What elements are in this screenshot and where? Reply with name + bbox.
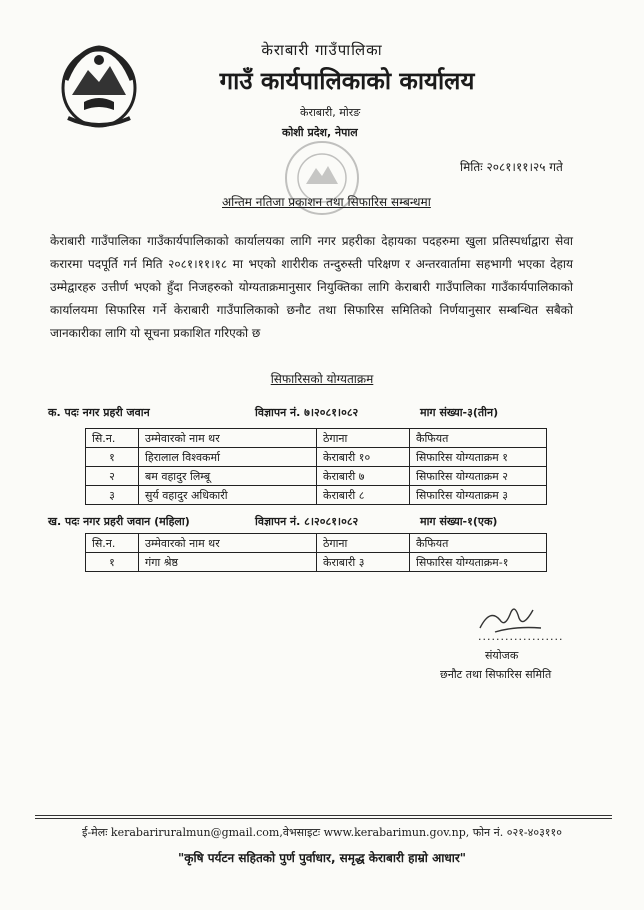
- cell-remarks: सिफारिस योग्यताक्रम ३: [410, 486, 547, 505]
- signature-line: ...................: [478, 630, 564, 643]
- cell-address: केराबारी ३: [317, 553, 410, 572]
- cell-sn: २: [86, 467, 139, 486]
- post-b-demand: माग संख्या-१(एक): [420, 515, 498, 528]
- committee-name: छनौट तथा सिफारिस समिति: [440, 668, 552, 681]
- notice-subject: अन्तिम नतिजा प्रकाशन तथा सिफारिस सम्बन्धमा: [222, 195, 431, 209]
- cell-remarks: सिफारिस योग्यताक्रम-१: [410, 553, 547, 572]
- section-title: सिफारिसको योग्यताक्रम: [270, 372, 374, 386]
- header-sn: सि.न.: [86, 534, 139, 553]
- candidates-table-b: [85, 533, 547, 572]
- post-a-advert: विज्ञापन नं. ७।२०८१।०८२: [255, 406, 359, 419]
- post-b-advert: विज्ञापन नं. ८।२०८१।०८२: [255, 515, 359, 528]
- cell-sn: १: [86, 553, 139, 572]
- table-row: [86, 553, 547, 572]
- cell-name: गंगा श्रेष्ठ: [139, 553, 317, 572]
- footer-motto: "कृषि पर्यटन सहितको पुर्ण पुर्वाधार, समृद्ध केराबारी हाम्रो आधार": [178, 851, 466, 865]
- footer-divider: [35, 818, 612, 819]
- notice-date: मितिः २०८१।११।२५ गते: [460, 160, 563, 174]
- cell-sn: ३: [86, 486, 139, 505]
- header-name: उम्मेवारको नाम थर: [139, 534, 317, 553]
- post-a-label: क. पदः नगर प्रहरी जवान: [48, 406, 150, 419]
- signatory-title: संयोजक: [485, 649, 519, 662]
- table-row: [86, 467, 547, 486]
- notice-body: केराबारी गाउँपालिका गाउँकार्यपालिकाको कार्यालयका लागि नगर प्रहरीका देहायका पदहरुमा खुला प्रतिस्पर्धाद्वारा सेवा करारमा पदपूर्ति गर्न मिति २०८१।११।१८ मा भएको शारीरीक तन्दुरुस्ती परिक्षण र अन्तरवार्तामा सहभागी भएका देहाय उम्मेद्वारहरु उत्तीर्ण भएको हुँदा निजहरुको योग्यताक्रमानुसार नियुक्तिका लागि केराबारी गाउँपालिका गाउँकार्यपालिकाको कार्यालयमा सिफारिस गर्ने केराबारी गाउँपालिकाको छनौट तथा सिफारिस समितिको निर्णयानुसार सम्बन्धित सबैको जानकारीका लागि यो सूचना प्रकाशित गरिएको छ: [50, 234, 573, 340]
- cell-name: सुर्य वहादुर अधिकारी: [139, 486, 317, 505]
- cell-address: केराबारी ७: [317, 467, 410, 486]
- cell-address: केराबारी ८: [317, 486, 410, 505]
- header-remarks: कैफियत: [410, 429, 547, 448]
- header-address: ठेगाना: [317, 429, 410, 448]
- office-name: गाउँ कार्यपालिकाको कार्यालय: [219, 67, 475, 95]
- header-remarks: कैफियत: [410, 534, 547, 553]
- table-header-row: [86, 429, 547, 448]
- header-address: ठेगाना: [317, 534, 410, 553]
- footer-contact: ई-मेलः kerabariruralmun@gmail.com,वेभसाइटः www.kerabarimun.gov.np, फोन नं. ०२१-४०३११०: [82, 826, 562, 839]
- header-name: उम्मेवारको नाम थर: [139, 429, 317, 448]
- cell-address: केराबारी १०: [317, 448, 410, 467]
- cell-remarks: सिफारिस योग्यताक्रम २: [410, 467, 547, 486]
- cell-remarks: सिफारिस योग्यताक्रम १: [410, 448, 547, 467]
- post-b-label: ख. पदः नगर प्रहरी जवान (महिला): [48, 515, 190, 528]
- municipality-name: केराबारी गाउँपालिका: [261, 41, 383, 59]
- office-province: कोशी प्रदेश, नेपाल: [282, 126, 358, 139]
- cell-sn: १: [86, 448, 139, 467]
- post-a-demand: माग संख्या-३(तीन): [420, 406, 499, 419]
- header-sn: सि.न.: [86, 429, 139, 448]
- cell-name: बम वहादुर लिम्बू: [139, 467, 317, 486]
- footer-divider: [35, 815, 612, 816]
- office-address: केराबारी, मोरङ: [300, 106, 361, 119]
- table-row: [86, 448, 547, 467]
- candidates-table-a: [85, 428, 547, 505]
- table-row: [86, 486, 547, 505]
- table-header-row: [86, 534, 547, 553]
- cell-name: हिरालाल विश्वकर्मा: [139, 448, 317, 467]
